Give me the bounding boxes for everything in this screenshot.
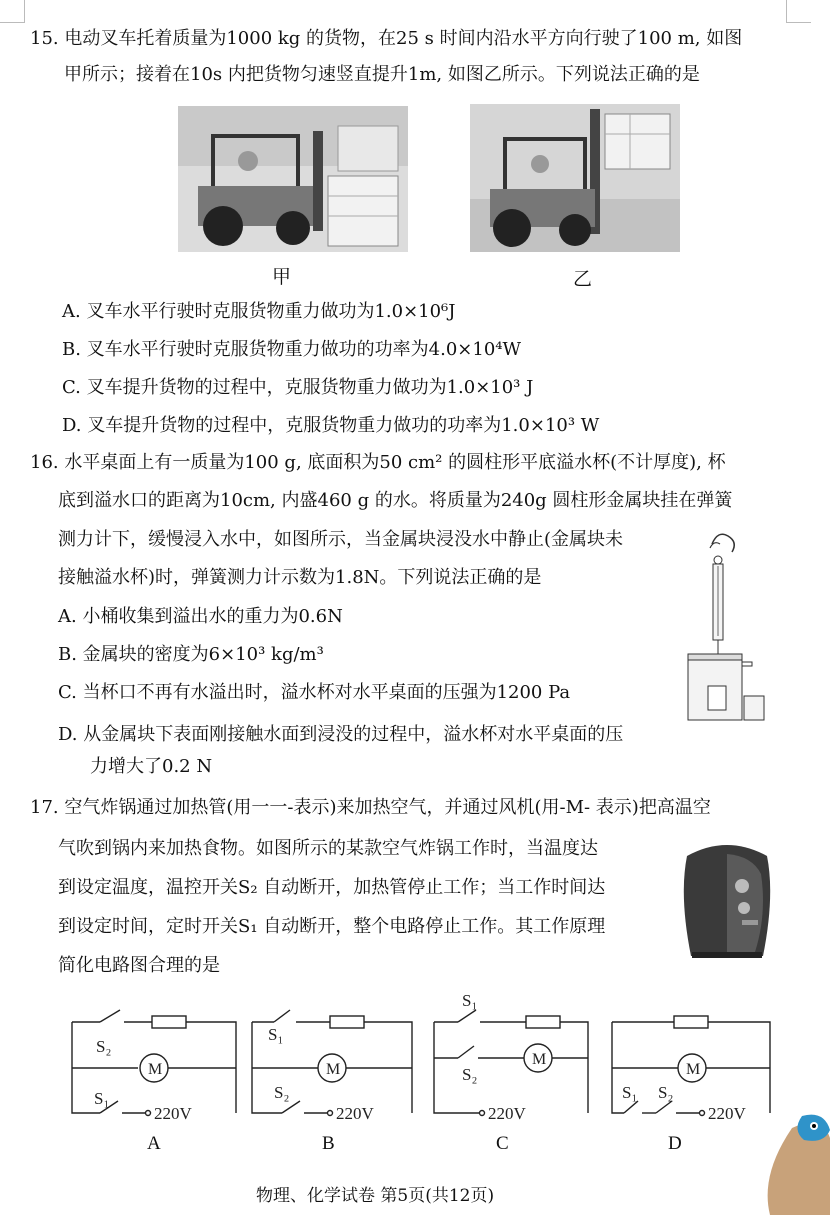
circuit-diagrams xyxy=(60,988,790,1128)
forklift-photo-lifting xyxy=(470,104,680,252)
circuit-d-s-top: S₁ xyxy=(622,1083,638,1102)
q15-option-a: A. 叉车水平行驶时克服货物重力做功为1.0×10⁶J xyxy=(62,301,456,322)
circuit-d-label: D xyxy=(668,1133,682,1154)
circuit-c xyxy=(434,1010,588,1116)
circuit-a-s-top: S₂ xyxy=(96,1037,112,1056)
circuit-b-label: B xyxy=(322,1133,335,1154)
circuit-b-voltage: 220V xyxy=(336,1104,374,1123)
q15-option-c: C. 叉车提升货物的过程中，克服货物重力做功为1.0×10³ J xyxy=(62,377,534,398)
circuit-d-voltage: 220V xyxy=(708,1104,746,1123)
q16-option-a: A. 小桶收集到溢出水的重力为0.6N xyxy=(58,606,343,627)
circuit-a-s-bottom: S₁ xyxy=(94,1089,110,1108)
circuit-a-motor: M xyxy=(148,1061,163,1078)
q16-line-3: 测力计下，缓慢浸入水中，如图所示，当金属块浸没水中静止(金属块未 xyxy=(58,529,624,550)
q16-option-d: D. 从金属块下表面刚接触水面到浸没的过程中，溢水杯对水平桌面的压 xyxy=(58,724,624,745)
page-footer: 物理、化学试卷 第5页(共12页) xyxy=(256,1186,495,1206)
circuit-a-voltage: 220V xyxy=(154,1104,192,1123)
circuit-c-s-bottom: S₂ xyxy=(462,1065,478,1084)
air-fryer-image xyxy=(672,834,782,964)
q16-line-4: 接触溢水杯)时，弹簧测力计示数为1.8N。下列说法正确的是 xyxy=(58,567,542,588)
q16-option-c: C. 当杯口不再有水溢出时，溢水杯对水平桌面的压强为1200 Pa xyxy=(58,682,571,703)
caption-yi: 乙 xyxy=(573,268,593,290)
circuit-d-motor: M xyxy=(686,1061,701,1078)
circuit-b-motor: M xyxy=(326,1061,341,1078)
circuit-c-motor: M xyxy=(532,1051,547,1068)
circuit-b-s-top: S₁ xyxy=(268,1025,284,1044)
corner-mark-right xyxy=(786,0,811,23)
circuit-c-s-top: S₁ xyxy=(462,991,478,1010)
q17-line-2: 气吹到锅内来加热食物。如图所示的某款空气炸锅工作时，当温度达 xyxy=(58,838,598,859)
forklift-photo-horizontal xyxy=(178,106,408,252)
q16-line-1: 16. 水平桌面上有一质量为100 g, 底面积为50 cm² 的圆柱形平底溢水杯(不计厚度), 杯 xyxy=(30,452,726,473)
circuit-c-voltage: 220V xyxy=(488,1104,526,1123)
mascot-decoration xyxy=(762,1108,830,1215)
q15-option-d: D. 叉车提升货物的过程中，克服货物重力做功的功率为1.0×10³ W xyxy=(62,415,600,436)
circuit-d-s-bottom: S₂ xyxy=(658,1083,674,1102)
q15-line-1: 15. 电动叉车托着质量为1000 kg 的货物，在25 s 时间内沿水平方向行驶了100 m, 如图 xyxy=(30,28,743,49)
q17-line-5: 简化电路图合理的是 xyxy=(58,955,220,976)
circuit-b-s-bottom: S₂ xyxy=(274,1083,290,1102)
caption-jia: 甲 xyxy=(272,266,292,288)
overflow-cup-figure xyxy=(682,526,772,730)
q15-line-2: 甲所示；接着在10s 内把货物匀速竖直提升1m, 如图乙所示。下列说法正确的是 xyxy=(64,64,700,85)
q17-line-1: 17. 空气炸锅通过加热管(用一一-表示)来加热空气，并通过风机(用-M- 表示)把高温空 xyxy=(30,797,711,818)
q16-line-2: 底到溢水口的距离为10cm, 内盛460 g 的水。将质量为240g 圆柱形金属块挂在弹簧 xyxy=(58,490,733,511)
corner-mark-left xyxy=(0,0,25,23)
circuit-a-label: A xyxy=(147,1133,161,1154)
q16-option-b: B. 金属块的密度为6×10³ kg/m³ xyxy=(58,644,324,665)
q15-option-b: B. 叉车水平行驶时克服货物重力做功的功率为4.0×10⁴W xyxy=(62,339,521,360)
circuit-c-label: C xyxy=(496,1133,509,1154)
q17-line-4: 到设定时间，定时开关S₁ 自动断开，整个电路停止工作。其工作原理 xyxy=(58,916,606,937)
q17-line-3: 到设定温度，温控开关S₂ 自动断开，加热管停止工作；当工作时间达 xyxy=(58,877,606,898)
q16-option-d-continued: 力增大了0.2 N xyxy=(90,756,213,777)
